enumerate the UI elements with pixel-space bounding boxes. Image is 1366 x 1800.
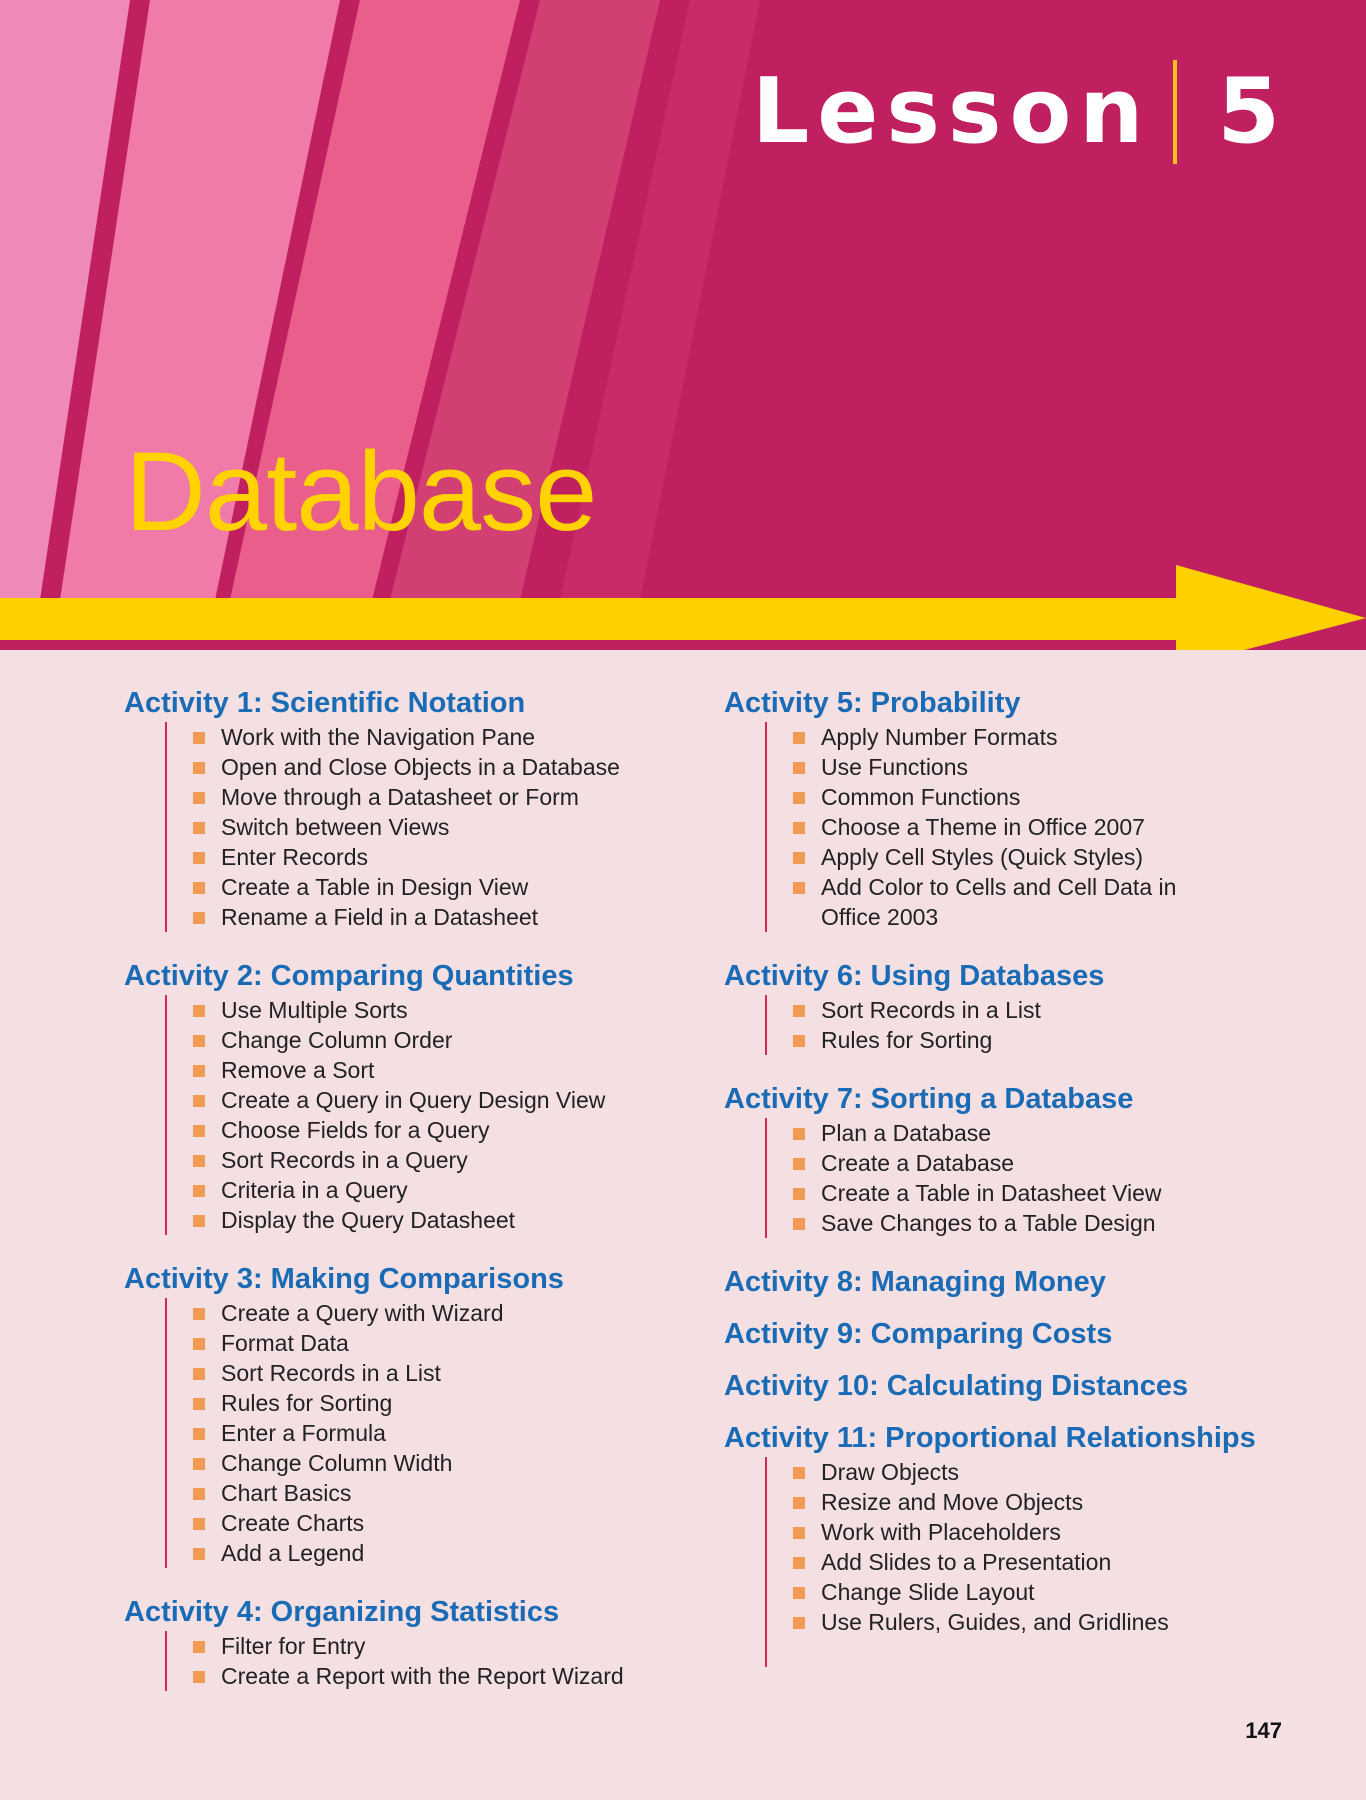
list-item: [193, 842, 684, 872]
square-bullet-icon: [193, 1005, 205, 1017]
square-bullet-icon: [193, 822, 205, 834]
square-bullet-icon: [193, 1548, 205, 1560]
square-bullet-icon: [193, 1155, 205, 1167]
list-item: [193, 1661, 684, 1691]
square-bullet-icon: [793, 1218, 805, 1230]
lesson-heading: [752, 60, 1280, 164]
square-bullet-icon: [793, 852, 805, 864]
square-bullet-icon: [193, 1215, 205, 1227]
activity-item-list: [165, 1298, 684, 1568]
square-bullet-icon: [193, 1185, 205, 1197]
square-bullet-icon: [193, 1641, 205, 1653]
right-column: [724, 686, 1344, 1694]
list-item-text: Enter Records: [221, 844, 369, 870]
list-item-text: Format Data: [221, 1330, 349, 1356]
square-bullet-icon: [193, 912, 205, 924]
list-item-text: Apply Cell Styles (Quick Styles): [821, 844, 1144, 870]
list-item: [193, 812, 684, 842]
list-item-text: Create a Report with the Report Wizard: [221, 1663, 624, 1689]
square-bullet-icon: [193, 1308, 205, 1320]
list-item: [793, 872, 1181, 932]
list-item: [793, 1178, 1344, 1208]
activity-item-list: [765, 995, 1344, 1055]
list-item-text: Add Color to Cells and Cell Data in Office 2003: [821, 874, 1177, 930]
activity-section: [124, 1595, 684, 1691]
square-bullet-icon: [793, 1035, 805, 1047]
list-item: [193, 1298, 684, 1328]
list-item-text: Use Functions: [821, 754, 969, 780]
list-item: [793, 722, 1344, 752]
activity-heading: Activity 7: Sorting a Database: [724, 1083, 1134, 1115]
list-item: [193, 1175, 684, 1205]
activity-heading: Activity 10: Calculating Distances: [724, 1370, 1189, 1402]
square-bullet-icon: [193, 882, 205, 894]
list-item: [193, 1328, 684, 1358]
list-item: [193, 1508, 684, 1538]
activity-heading: Activity 5: Probability: [724, 687, 1021, 719]
lesson-number: 5: [1217, 59, 1280, 164]
activity-section: [124, 1262, 684, 1568]
list-item-text: Add Slides to a Presentation: [821, 1549, 1112, 1575]
square-bullet-icon: [793, 882, 805, 894]
square-bullet-icon: [793, 1128, 805, 1140]
activity-section: [724, 1317, 1344, 1351]
list-item: [193, 722, 684, 752]
list-item-text: Open and Close Objects in a Database: [221, 754, 620, 780]
activity-heading: Activity 1: Scientific Notation: [124, 687, 526, 719]
list-item-text: Switch between Views: [221, 814, 450, 840]
activity-item-list: [165, 995, 684, 1235]
activity-item-list: [165, 1631, 684, 1691]
list-item: [193, 1358, 684, 1388]
square-bullet-icon: [193, 1458, 205, 1470]
list-item-text: Create a Database: [821, 1150, 1015, 1176]
title-divider: [1173, 60, 1177, 164]
list-item-text: Create a Query in Query Design View: [221, 1087, 606, 1113]
list-item: [193, 1478, 684, 1508]
list-item-text: Sort Records in a List: [221, 1360, 441, 1386]
list-item: [793, 1118, 1344, 1148]
list-item-text: Move through a Datasheet or Form: [221, 784, 579, 810]
activity-section: [124, 686, 684, 932]
activity-item-list: [765, 1118, 1344, 1238]
activity-heading: Activity 9: Comparing Costs: [724, 1318, 1113, 1350]
list-item: [193, 782, 684, 812]
list-item: [193, 1115, 684, 1145]
list-item: [793, 752, 1344, 782]
activity-section: [724, 959, 1344, 1055]
list-item: [793, 1025, 1344, 1055]
square-bullet-icon: [193, 1671, 205, 1683]
list-item-text: Work with Placeholders: [821, 1519, 1061, 1545]
list-item-text: Rename a Field in a Datasheet: [221, 904, 539, 930]
list-item: [193, 902, 684, 932]
square-bullet-icon: [193, 1035, 205, 1047]
activity-section: [724, 1082, 1344, 1238]
list-item: [193, 1025, 684, 1055]
list-item: [793, 842, 1344, 872]
unit-title: Database: [125, 429, 597, 554]
list-item-text: Enter a Formula: [221, 1420, 386, 1446]
list-item-text: Plan a Database: [821, 1120, 992, 1146]
square-bullet-icon: [793, 1497, 805, 1509]
list-item: [193, 752, 684, 782]
list-item-text: Create a Query with Wizard: [221, 1300, 504, 1326]
activity-item-list: [765, 722, 1344, 932]
list-item-text: Draw Objects: [821, 1459, 960, 1485]
list-item: [193, 1538, 684, 1568]
list-item: [193, 1055, 684, 1085]
square-bullet-icon: [793, 732, 805, 744]
list-item-text: Filter for Entry: [221, 1633, 366, 1659]
list-item-text: Change Column Order: [221, 1027, 453, 1053]
list-item-text: Create a Table in Datasheet View: [821, 1180, 1162, 1206]
list-item-text: Add a Legend: [221, 1540, 365, 1566]
list-item-text: Chart Basics: [221, 1480, 352, 1506]
list-item-text: Common Functions: [821, 784, 1021, 810]
list-item-text: Work with the Navigation Pane: [221, 724, 536, 750]
activity-section: [724, 1369, 1344, 1403]
square-bullet-icon: [193, 1488, 205, 1500]
list-item-text: Sort Records in a Query: [221, 1147, 468, 1173]
list-item-text: Save Changes to a Table Design: [821, 1210, 1156, 1236]
list-item-text: Resize and Move Objects: [821, 1489, 1084, 1515]
list-item: [193, 1631, 684, 1661]
square-bullet-icon: [793, 1587, 805, 1599]
square-bullet-icon: [193, 1338, 205, 1350]
list-item: [793, 1457, 1344, 1487]
square-bullet-icon: [193, 1125, 205, 1137]
list-item: [193, 1145, 684, 1175]
list-item: [193, 1205, 684, 1235]
square-bullet-icon: [793, 1467, 805, 1479]
list-item: [793, 812, 1344, 842]
square-bullet-icon: [193, 792, 205, 804]
square-bullet-icon: [193, 1368, 205, 1380]
list-item-text: Change Column Width: [221, 1450, 453, 1476]
square-bullet-icon: [193, 1095, 205, 1107]
list-item: [793, 1547, 1344, 1577]
list-item: [793, 1148, 1344, 1178]
square-bullet-icon: [193, 1428, 205, 1440]
list-item: [193, 872, 684, 902]
activity-heading: Activity 2: Comparing Quantities: [124, 960, 574, 992]
activity-heading: Activity 11: Proportional Relationships: [724, 1422, 1256, 1454]
list-item-text: Apply Number Formats: [821, 724, 1058, 750]
list-item: [793, 1517, 1344, 1547]
square-bullet-icon: [793, 762, 805, 774]
square-bullet-icon: [193, 1518, 205, 1530]
activity-heading: Activity 3: Making Comparisons: [124, 1263, 564, 1295]
square-bullet-icon: [193, 762, 205, 774]
activity-heading: Activity 8: Managing Money: [724, 1266, 1106, 1298]
lesson-label: Lesson: [751, 59, 1152, 164]
list-item: [793, 995, 1344, 1025]
list-item: [793, 1487, 1344, 1517]
square-bullet-icon: [793, 1188, 805, 1200]
activity-item-list: [765, 1457, 1344, 1667]
activity-heading: Activity 4: Organizing Statistics: [124, 1596, 560, 1628]
square-bullet-icon: [793, 1617, 805, 1629]
list-item-text: Sort Records in a List: [821, 997, 1041, 1023]
list-item-text: Display the Query Datasheet: [221, 1207, 516, 1233]
list-item: [193, 1388, 684, 1418]
list-item-text: Create Charts: [221, 1510, 365, 1536]
square-bullet-icon: [793, 822, 805, 834]
list-item: [793, 1208, 1344, 1238]
activity-section: [724, 1265, 1344, 1299]
activity-section: [724, 1421, 1344, 1667]
square-bullet-icon: [793, 1557, 805, 1569]
activity-item-list: [165, 722, 684, 932]
list-item: [193, 1418, 684, 1448]
list-item: [193, 1448, 684, 1478]
square-bullet-icon: [793, 1158, 805, 1170]
list-item: [193, 1085, 684, 1115]
square-bullet-icon: [193, 852, 205, 864]
list-item-text: Use Rulers, Guides, and Gridlines: [821, 1609, 1169, 1635]
list-item: [793, 782, 1344, 812]
square-bullet-icon: [793, 1005, 805, 1017]
activity-heading: Activity 6: Using Databases: [724, 960, 1105, 992]
list-item: [193, 995, 684, 1025]
square-bullet-icon: [193, 1398, 205, 1410]
page-number: 147: [1245, 1718, 1282, 1743]
activity-section: [124, 959, 684, 1235]
list-item-text: Change Slide Layout: [821, 1579, 1035, 1605]
square-bullet-icon: [793, 1527, 805, 1539]
list-item-text: Remove a Sort: [221, 1057, 375, 1083]
list-item-text: Use Multiple Sorts: [221, 997, 408, 1023]
activity-section: [724, 686, 1344, 932]
list-item-text: Rules for Sorting: [221, 1390, 393, 1416]
square-bullet-icon: [193, 1065, 205, 1077]
square-bullet-icon: [193, 732, 205, 744]
list-item: [793, 1577, 1344, 1607]
list-item-text: Create a Table in Design View: [221, 874, 529, 900]
list-item: [793, 1607, 1344, 1637]
list-item-text: Rules for Sorting: [821, 1027, 993, 1053]
list-item-text: Choose Fields for a Query: [221, 1117, 490, 1143]
list-item-text: Choose a Theme in Office 2007: [821, 814, 1145, 840]
square-bullet-icon: [793, 792, 805, 804]
left-column: [124, 686, 684, 1718]
list-item-text: Criteria in a Query: [221, 1177, 408, 1203]
